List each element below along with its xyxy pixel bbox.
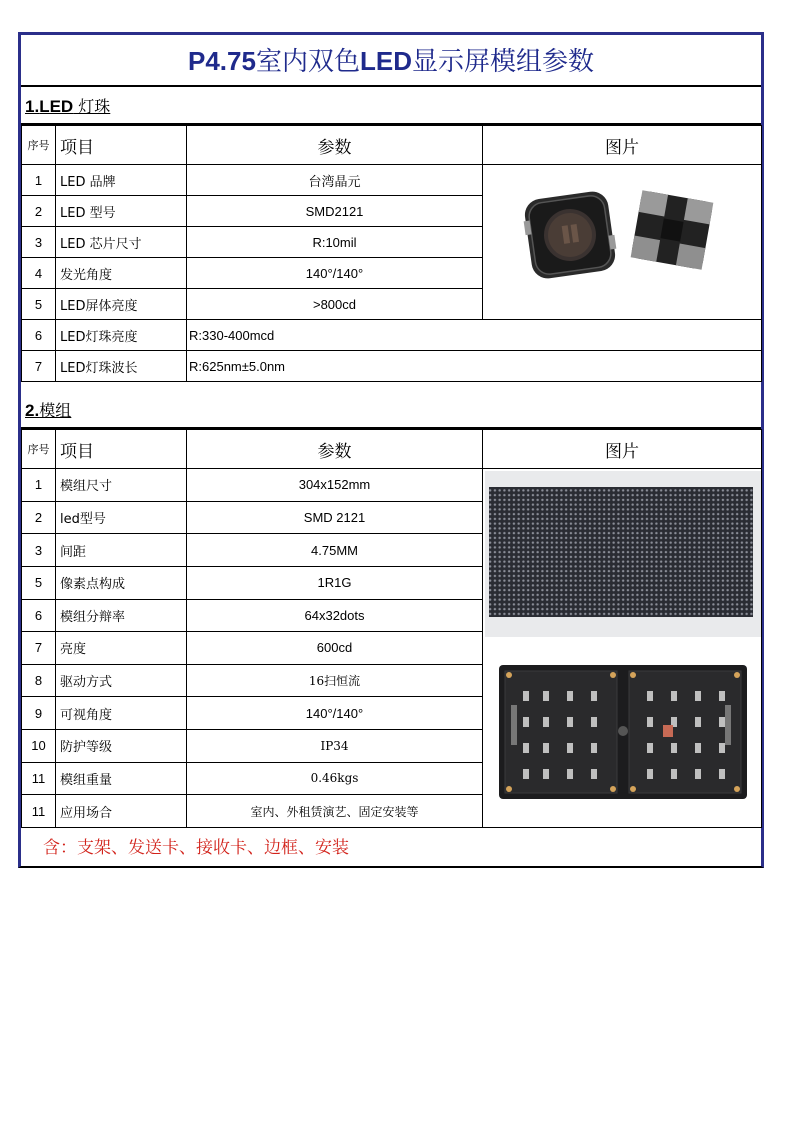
table-row: [22, 165, 762, 196]
table-header: [22, 126, 762, 165]
table-header: [22, 430, 762, 469]
row-number: 3: [22, 227, 56, 258]
row-value: 4.75MM: [187, 534, 483, 567]
header-seq: 序号: [22, 126, 56, 165]
row-value: R:330-400mcd: [187, 320, 762, 351]
led-bead-picture-cell: [483, 165, 762, 320]
table-row: [22, 351, 762, 382]
section-heading: 2.模组: [25, 401, 72, 420]
row-item: 可视角度: [56, 697, 187, 730]
row-item: 防护等级: [56, 730, 187, 763]
row-item: 模组尺寸: [56, 469, 187, 502]
included-accessories-note: [21, 821, 761, 867]
row-number: 11: [22, 762, 56, 795]
row-number: 7: [22, 351, 56, 382]
header-param: 参数: [187, 430, 483, 469]
row-value: 140°/140°: [187, 697, 483, 730]
header-item: 项目: [56, 126, 187, 165]
row-number: 1: [22, 469, 56, 502]
row-item: 应用场合: [56, 795, 187, 828]
row-number: 9: [22, 697, 56, 730]
section-module: [21, 391, 761, 429]
row-number: 5: [22, 289, 56, 320]
row-value: 16扫恒流: [187, 664, 483, 697]
section-led-beads: [21, 87, 761, 125]
row-number: 3: [22, 534, 56, 567]
row-item: 模组分辩率: [56, 599, 187, 632]
header-item: 项目: [56, 430, 187, 469]
row-number: 7: [22, 632, 56, 665]
row-value: R:10mil: [187, 227, 483, 258]
row-value: 600cd: [187, 632, 483, 665]
row-value: SMD2121: [187, 196, 483, 227]
row-value: 304x152mm: [187, 469, 483, 502]
module-picture-cell: [483, 469, 762, 828]
row-item: 驱动方式: [56, 664, 187, 697]
row-number: 2: [22, 196, 56, 227]
row-value: 64x32dots: [187, 599, 483, 632]
row-number: 5: [22, 566, 56, 599]
row-value: R:625nm±5.0nm: [187, 351, 762, 382]
header-param: 参数: [187, 126, 483, 165]
header-seq: 序号: [22, 430, 56, 469]
row-item: 像素点构成: [56, 566, 187, 599]
footer-text: 含：支架、发送卡、接收卡、边框、安装: [43, 838, 349, 858]
title-led: LED: [359, 46, 412, 76]
module-front-photo: [483, 469, 761, 823]
section-heading: 1.LED 灯珠: [25, 97, 111, 116]
title-part2: 显示屏模组参数: [411, 47, 594, 77]
module-table: [21, 429, 762, 828]
table-row: [22, 469, 762, 502]
title-part1: 室内双色: [255, 47, 360, 77]
row-value: 0.46kgs: [187, 762, 483, 795]
row-number: 4: [22, 258, 56, 289]
row-value: 1R1G: [187, 566, 483, 599]
row-item: 间距: [56, 534, 187, 567]
row-number: 6: [22, 320, 56, 351]
row-number: 6: [22, 599, 56, 632]
row-item: LED灯珠亮度: [56, 320, 187, 351]
row-item: 发光角度: [56, 258, 187, 289]
row-value: 台湾晶元: [187, 165, 483, 196]
led-table: [21, 125, 762, 382]
row-value: 140°/140°: [187, 258, 483, 289]
row-item: LED 芯片尺寸: [56, 227, 187, 258]
row-item: 模组重量: [56, 762, 187, 795]
led-bead-photo: [512, 175, 732, 305]
spec-sheet: [18, 32, 764, 868]
row-item: LED屏体亮度: [56, 289, 187, 320]
table-row: [22, 320, 762, 351]
row-number: 1: [22, 165, 56, 196]
row-item: LED 型号: [56, 196, 187, 227]
page-title: [21, 35, 761, 87]
header-picture: 图片: [483, 430, 762, 469]
row-number: 11: [22, 795, 56, 828]
row-value: 室内、外租赁演艺、固定安装等: [187, 795, 483, 828]
row-value: >800cd: [187, 289, 483, 320]
header-picture: 图片: [483, 126, 762, 165]
row-number: 10: [22, 730, 56, 763]
row-item: led型号: [56, 501, 187, 534]
title-model: P4.75: [188, 46, 256, 76]
row-number: 8: [22, 664, 56, 697]
row-number: 2: [22, 501, 56, 534]
row-item: 亮度: [56, 632, 187, 665]
row-value: SMD 2121: [187, 501, 483, 534]
row-value: IP34: [187, 730, 483, 763]
row-item: LED灯珠波长: [56, 351, 187, 382]
row-item: LED 品牌: [56, 165, 187, 196]
